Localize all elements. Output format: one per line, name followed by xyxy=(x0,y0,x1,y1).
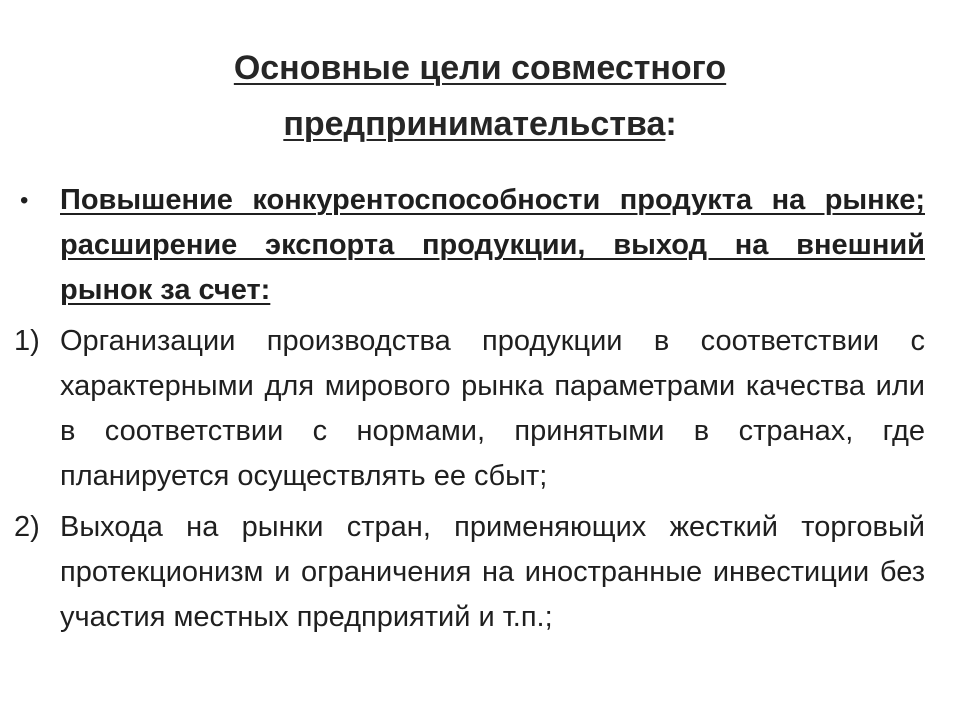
slide-content xyxy=(10,178,925,640)
slide-title xyxy=(80,40,880,152)
numbered-text-1: Организации производства продукции в соответствии с характерными для мирового рынка параметрами качества или в соответствии с нормами, принятыми в странах, где планируется осуществлять ее сбыт; xyxy=(60,325,925,492)
numbered-marker-1: 1) xyxy=(14,325,40,357)
numbered-item-1 xyxy=(10,319,925,499)
numbered-marker-2: 2) xyxy=(14,511,40,543)
numbered-text-2: Выхода на рынки стран, применяющих жесткий торговый протекционизм и ограничения на иностранные инвестиции без участия местных предприятий и т.п.; xyxy=(60,511,925,633)
slide-title-text: Основные цели совместного предпринимательства xyxy=(233,49,727,143)
bullet-icon: • xyxy=(20,187,29,214)
slide-title-colon: : xyxy=(665,105,677,143)
bullet-text: Повышение конкурентоспособности продукта на рынке; расширение экспорта продукции, выход на внешний рынок за счет: xyxy=(60,184,925,306)
numbered-item-2 xyxy=(10,505,925,640)
bullet-item xyxy=(10,178,925,313)
